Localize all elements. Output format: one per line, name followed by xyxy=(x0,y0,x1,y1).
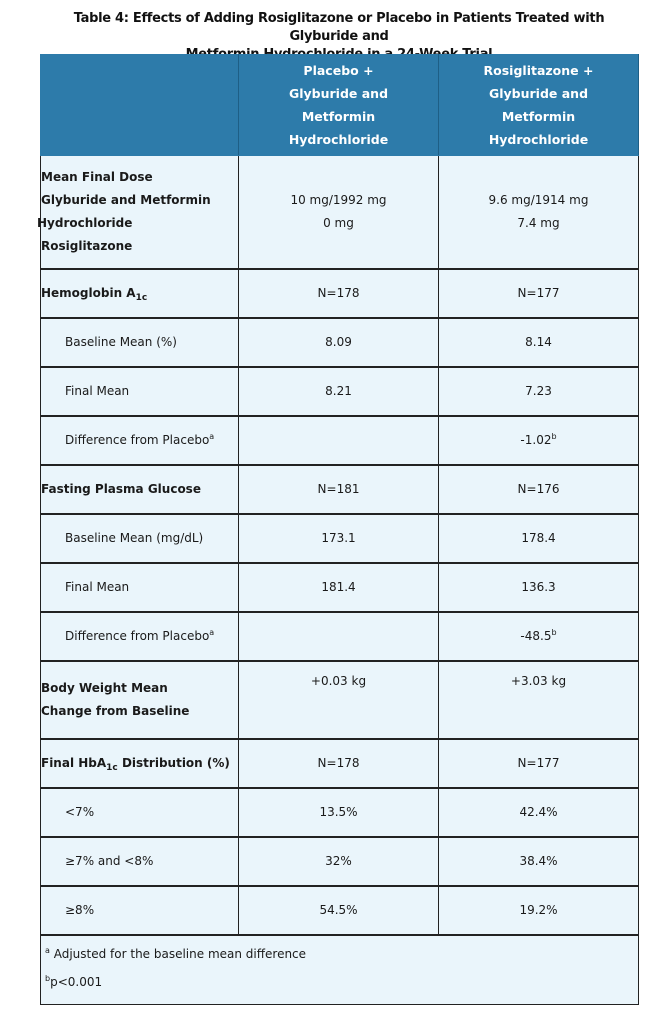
hba1c-label: Hemoglobin A xyxy=(41,286,136,300)
table-row-distribution-lt7 xyxy=(41,788,639,837)
fpg-final-placebo: 181.4 xyxy=(239,563,439,612)
distribution-label-cell xyxy=(41,739,239,788)
footnote-mark: b xyxy=(45,974,51,983)
results-table xyxy=(37,54,639,1005)
table-row-fpg-final xyxy=(41,563,639,612)
hba1c-diff-label: Difference from Placebo xyxy=(65,433,210,447)
footnote-mark-b: b xyxy=(551,432,557,441)
footnote-text: Adjusted for the baseline mean difference xyxy=(49,947,307,961)
table-row-distribution xyxy=(41,739,639,788)
distribution-label-subscript: 1c xyxy=(106,763,118,773)
header-rosi-line: Glyburide and xyxy=(488,86,589,101)
fpg-diff-rosi: -48.5 xyxy=(520,629,552,643)
bodyweight-rosi: +3.03 kg xyxy=(439,661,639,739)
distribution-row-label: <7% xyxy=(41,788,239,837)
header-rosi-line: Metformin xyxy=(501,109,576,124)
hba1c-diff-rosi: -1.02 xyxy=(520,433,552,447)
distribution-rosi-n: N=177 xyxy=(439,739,639,788)
dose-label-line: Hydrochloride xyxy=(37,216,133,230)
dose-label-line: Mean Final Dose xyxy=(41,170,153,184)
header-placebo-line: Hydrochloride xyxy=(288,132,389,147)
bodyweight-label-line: Body Weight Mean xyxy=(41,681,168,695)
fpg-diff-label: Difference from Placebo xyxy=(65,629,210,643)
hba1c-baseline-placebo: 8.09 xyxy=(239,318,439,367)
table-row-distribution-7to8 xyxy=(41,837,639,886)
bodyweight-label-line: Change from Baseline xyxy=(41,704,190,718)
fpg-diff-rosi-cell xyxy=(439,612,639,661)
fpg-diff-label-cell xyxy=(41,612,239,661)
distribution-row-label: ≥7% and <8% xyxy=(41,837,239,886)
table-row-hba1c-baseline xyxy=(41,318,639,367)
hba1c-baseline-rosi: 8.14 xyxy=(439,318,639,367)
table-row-footnotes xyxy=(41,935,639,1005)
distribution-row-rosi: 19.2% xyxy=(439,886,639,935)
footnote-mark: a xyxy=(45,946,50,955)
table-row-hba1c-final xyxy=(41,367,639,416)
dose-label-line: Rosiglitazone xyxy=(41,239,133,253)
distribution-row-rosi: 42.4% xyxy=(439,788,639,837)
bodyweight-placebo: +0.03 kg xyxy=(239,661,439,739)
table-row-hba1c xyxy=(41,269,639,318)
header-placebo-line: Metformin xyxy=(301,109,376,124)
dose-label-cell xyxy=(37,156,239,270)
distribution-row-placebo: 32% xyxy=(239,837,439,886)
fpg-baseline-rosi: 178.4 xyxy=(439,514,639,563)
hba1c-diff-label-cell xyxy=(41,416,239,465)
distribution-row-label: ≥8% xyxy=(41,886,239,935)
header-placebo-line: Glyburide and xyxy=(288,86,389,101)
fpg-final-label: Final Mean xyxy=(41,563,239,612)
hba1c-placebo-n: N=178 xyxy=(239,269,439,318)
table-row-fpg xyxy=(41,465,639,514)
distribution-label-post: Distribution (%) xyxy=(117,756,230,770)
footnote-mark-a: a xyxy=(209,628,215,637)
footnote-mark-a: a xyxy=(209,432,215,441)
dose-rosi-cell xyxy=(439,156,639,270)
table-row-hba1c-difference xyxy=(41,416,639,465)
dose-label-line: Glyburide and Metformin xyxy=(41,193,211,207)
fpg-baseline-placebo: 173.1 xyxy=(239,514,439,563)
dose-placebo-value: 0 mg xyxy=(323,216,354,230)
table-row-fpg-baseline xyxy=(41,514,639,563)
footnote-a xyxy=(45,940,638,968)
distribution-row-placebo: 13.5% xyxy=(239,788,439,837)
hba1c-label-subscript: 1c xyxy=(135,293,148,303)
caption-line-1: Table 4: Effects of Adding Rosiglitazone or Placebo in Patients Treated with Glyburide and xyxy=(73,11,605,44)
footnotes-cell xyxy=(41,935,639,1005)
header-placebo-line: Placebo + xyxy=(303,63,374,78)
footnote-text: p<0.001 xyxy=(50,975,103,989)
table-row-body-weight xyxy=(41,661,639,739)
fpg-diff-placebo xyxy=(239,612,439,661)
header-rosi-line: Hydrochloride xyxy=(488,132,589,147)
table-row-mean-final-dose xyxy=(41,156,639,270)
hba1c-final-label: Final Mean xyxy=(41,367,239,416)
dose-placebo-value: 10 mg/1992 mg xyxy=(290,193,387,207)
header-rosi-line: Rosiglitazone + xyxy=(483,63,594,78)
table-row-fpg-difference xyxy=(41,612,639,661)
fpg-rosi-n: N=176 xyxy=(439,465,639,514)
footnote-mark-b: b xyxy=(551,628,557,637)
footnote-b xyxy=(45,968,638,996)
header-rosiglitazone xyxy=(439,55,639,156)
hba1c-diff-placebo xyxy=(239,416,439,465)
header-row xyxy=(41,55,639,156)
table-row-distribution-ge8 xyxy=(41,886,639,935)
distribution-row-rosi: 38.4% xyxy=(439,837,639,886)
hba1c-final-placebo: 8.21 xyxy=(239,367,439,416)
header-blank-cell xyxy=(41,55,239,156)
bodyweight-label-cell xyxy=(41,661,239,739)
hba1c-rosi-n: N=177 xyxy=(439,269,639,318)
hba1c-final-rosi: 7.23 xyxy=(439,367,639,416)
dose-rosi-value: 9.6 mg/1914 mg xyxy=(488,193,589,207)
distribution-label-pre: Final HbA xyxy=(41,756,107,770)
fpg-final-rosi: 136.3 xyxy=(439,563,639,612)
hba1c-label-cell xyxy=(41,269,239,318)
hba1c-baseline-label: Baseline Mean (%) xyxy=(41,318,239,367)
fpg-label: Fasting Plasma Glucose xyxy=(41,465,239,514)
dose-rosi-value: 7.4 mg xyxy=(517,216,560,230)
dose-placebo-cell xyxy=(239,156,439,270)
distribution-placebo-n: N=178 xyxy=(239,739,439,788)
fpg-baseline-label: Baseline Mean (mg/dL) xyxy=(41,514,239,563)
header-placebo xyxy=(239,55,439,156)
hba1c-diff-rosi-cell xyxy=(439,416,639,465)
fpg-placebo-n: N=181 xyxy=(239,465,439,514)
distribution-row-placebo: 54.5% xyxy=(239,886,439,935)
